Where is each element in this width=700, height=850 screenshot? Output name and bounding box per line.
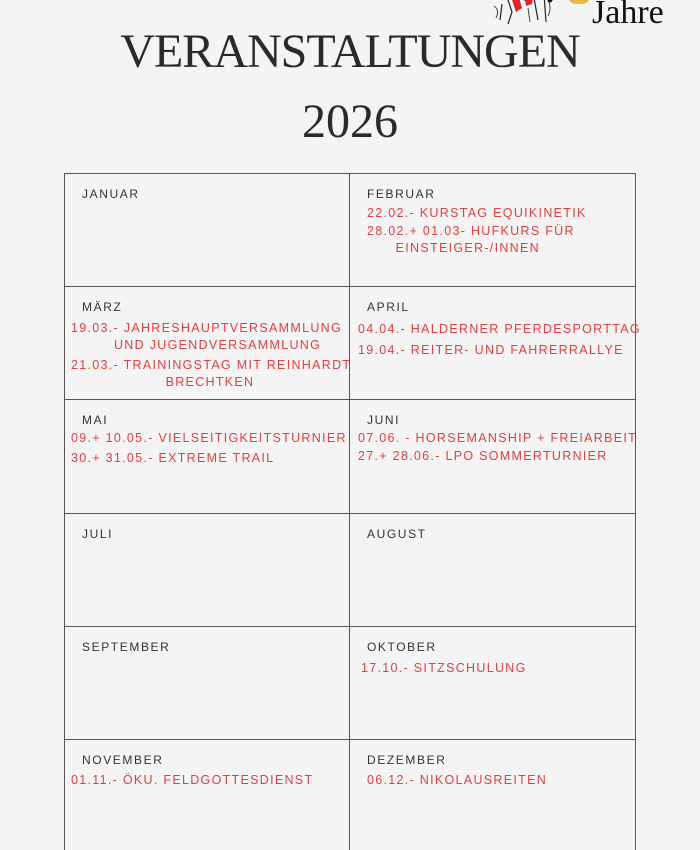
- month-cell-maerz: [65, 287, 350, 400]
- event-item: 09.+ 10.05.- VIELSEITIGKEITSTURNIER: [71, 431, 347, 445]
- gold-number-fragment: [568, 0, 590, 4]
- month-label: JULI: [82, 527, 114, 541]
- month-cell-oktober: [350, 627, 636, 740]
- month-label: MAI: [82, 413, 109, 427]
- month-cell-juli: [65, 514, 350, 627]
- horse-logo-icon: [488, 0, 568, 26]
- event-item: 04.04.- HALDERNER PFERDESPORTTAG: [358, 322, 641, 336]
- month-label: APRIL: [367, 300, 410, 314]
- month-cell-januar: [65, 174, 350, 287]
- page-title: VERANSTALTUNGEN: [120, 25, 580, 78]
- calendar-grid: [64, 173, 641, 850]
- month-cell-november: [65, 740, 350, 850]
- month-cell-dezember: [350, 740, 636, 850]
- event-item: 28.02.+ 01.03- HUFKURS FÜR: [367, 224, 575, 238]
- event-item: 19.03.- JAHRESHAUPTVERSAMMLUNG: [71, 321, 343, 335]
- page-year: 2026: [302, 95, 398, 148]
- month-cell-april: [350, 287, 641, 400]
- month-label: JUNI: [367, 413, 401, 427]
- event-item: 21.03.- TRAININGSTAG MIT REINHARDT: [71, 358, 352, 372]
- month-label: OKTOBER: [367, 640, 437, 654]
- event-item: 30.+ 31.05.- EXTREME TRAIL: [71, 451, 275, 465]
- event-item: 01.11.- ÖKU. FELDGOTTESDIENST: [71, 773, 314, 787]
- month-cell-februar: [350, 174, 636, 287]
- month-label: SEPTEMBER: [82, 640, 171, 654]
- event-item: 22.02.- KURSTAG EQUIKINETIK: [367, 206, 587, 220]
- event-item: 06.12.- NIKOLAUSREITEN: [367, 773, 548, 787]
- event-item: BRECHTKEN: [165, 375, 255, 389]
- month-label: AUGUST: [367, 527, 427, 541]
- month-label: MÄRZ: [82, 300, 123, 314]
- event-item: 07.06. - HORSEMANSHIP + FREIARBEIT: [358, 431, 638, 445]
- month-cell-august: [350, 514, 636, 627]
- event-item: 17.10.- SITZSCHULUNG: [361, 661, 527, 675]
- month-label: NOVEMBER: [82, 753, 164, 767]
- event-item: UND JUGENDVERSAMMLUNG: [71, 338, 322, 352]
- event-item: EINSTEIGER-/INNEN: [367, 241, 540, 255]
- month-label: DEZEMBER: [367, 753, 447, 767]
- month-label: FEBRUAR: [367, 187, 436, 201]
- logo-text: Jahre: [592, 0, 664, 31]
- month-label: JANUAR: [82, 187, 140, 201]
- month-cell-juni: [350, 400, 636, 514]
- month-cell-september: [65, 627, 350, 740]
- event-item: 19.04.- REITER- UND FAHRERRALLYE: [358, 343, 624, 357]
- event-item: 27.+ 28.06.- LPO SOMMERTURNIER: [358, 449, 608, 463]
- month-cell-mai: [65, 400, 350, 514]
